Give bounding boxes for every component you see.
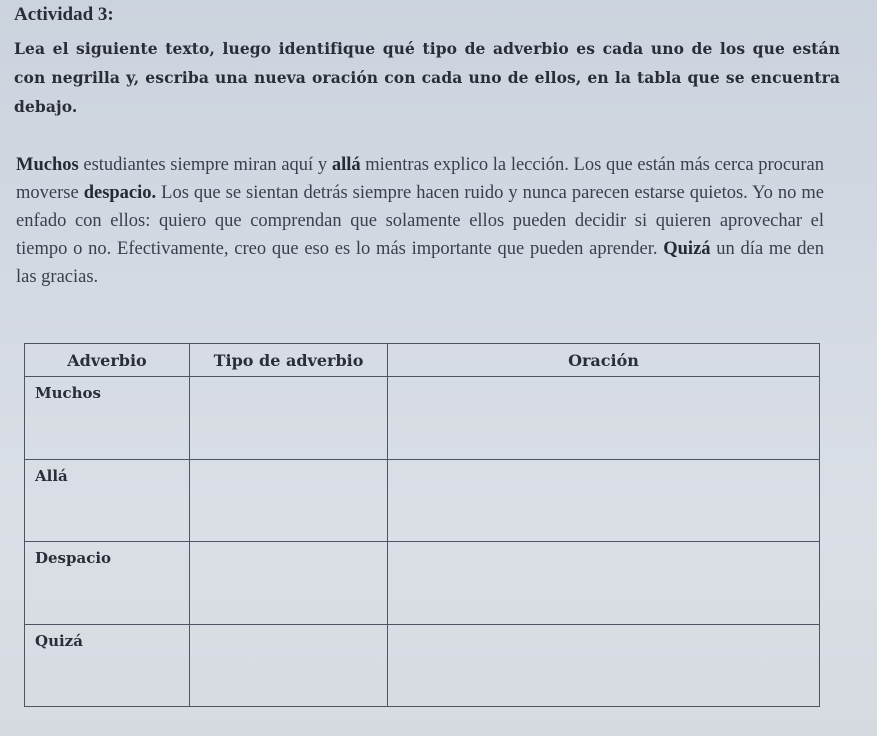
cell-sentence[interactable] [388,542,820,625]
cell-type[interactable] [190,377,388,460]
paragraph-bold-segment: Muchos [16,155,79,175]
adverb-table [24,343,820,707]
activity-title: Actividad 3: [14,4,114,25]
cell-type[interactable] [190,542,388,625]
header-adverbio: Adverbio [25,344,190,377]
cell-type[interactable] [190,459,388,542]
instructions-text: Lea el siguiente texto, luego identifique qué tipo de adverbio es cada uno de los que están con negrilla y, escriba una nueva oración con cada uno de ellos, en la tabla que se encuentra debajo. [14,39,840,116]
paragraph-segment: Los que se sientan detrás siempre hacen ruido y nunca parecen estarse quietos. Yo no me enfado con ellos: quiero que comprendan que solamente ellos pueden decidir si quieren aprovechar el tiempo o no. Efectivamente, creo que eso es lo más importante que pueden aprender. [16,183,824,259]
header-oracion: Oración [388,344,820,377]
reading-paragraph [16,151,824,291]
table-row [25,624,820,707]
cell-sentence[interactable] [388,459,820,542]
table-header-row [25,344,820,377]
paragraph-bold-segment: allá [331,155,361,175]
paragraph-bold-segment: Quizá [663,239,711,259]
table-row [25,377,820,460]
cell-type[interactable] [190,624,388,707]
table-row [25,542,820,625]
paragraph-bold-segment: despacio. [83,183,157,203]
header-tipo: Tipo de adverbio [190,344,388,377]
cell-adverb: Allá [25,459,190,542]
paragraph-segment: estudiantes siempre miran aquí y [78,155,332,175]
cell-adverb: Despacio [25,542,190,625]
cell-sentence[interactable] [388,624,820,707]
cell-adverb: Quizá [25,624,190,707]
cell-sentence[interactable] [388,377,820,460]
table-row [25,459,820,542]
paragraph-segment: mientras explico la lección. Los que están más cerca procuran moverse [16,155,824,203]
cell-adverb: Muchos [25,377,190,460]
paragraph-segment: un día me den las gracias. [16,239,824,287]
